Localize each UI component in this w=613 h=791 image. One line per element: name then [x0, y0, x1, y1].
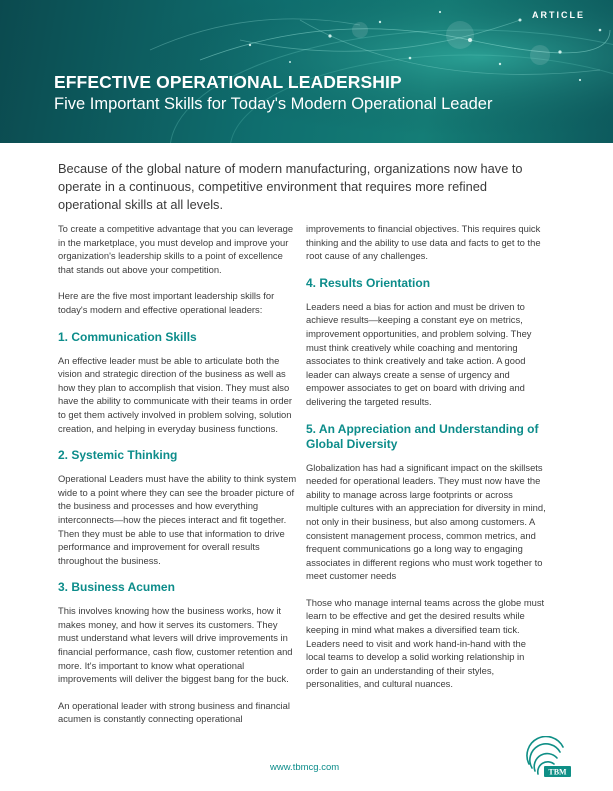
- body-paragraph: Those who manage internal teams across the globe must learn to be effective and get the desired results while keeping in mind what makes a diversified team tick. Leaders need to visit and work hand-in-hand with the local teams to develop a solid working relationship in order to gain an understanding of their styles, personalities, and cultural nuances.: [306, 596, 545, 690]
- section-heading: 3. Business Acumen: [58, 580, 175, 595]
- section-heading: 5. An Appreciation and Understanding of Global Diversity: [306, 421, 539, 451]
- body-paragraph: Here are the five most important leadership skills for today's modern and effective operational leaders:: [58, 290, 275, 315]
- header-banner: [0, 0, 613, 143]
- article-tag: ARTICLE: [532, 10, 585, 20]
- page-title: EFFECTIVE OPERATIONAL LEADERSHIP: [54, 72, 402, 92]
- body-paragraph: Operational Leaders must have the ability to think system wide to a point where they can see the broader picture of the business and processes and how everything interconnects—how the pieces interact and fit together. Then they must be able to use that information to drive performance and improvement for overall results throughout the business.: [58, 473, 297, 566]
- body-paragraph: This involves knowing how the business works, how it makes money, and how it serves its customers. They must understand what levers will drive improvements in financial performance, cash flow, customer retention and more. It's important to know what operational improvements will deliver the biggest bang for the buck.: [58, 605, 293, 685]
- section-heading: 1. Communication Skills: [58, 329, 197, 344]
- body-paragraph: Globalization has had a significant impact on the skillsets needed for operational leaders. They must now have the ability to manage across large footprints or across multiple cultures with an appreciation for diversity in mind, not only in their business, but also among customers. A consistent management process, common metrics, and frequent communications go a long way to engaging associates in different regions who must work together to meet customer needs: [306, 461, 546, 582]
- website-link[interactable]: www.tbmcg.com: [270, 762, 340, 773]
- body-paragraph: improvements to financial objectives. This requires quick thinking and the ability to use data and facts to get to the root cause of any challenges.: [306, 223, 541, 262]
- body-paragraph: An effective leader must be able to articulate both the vision and strategic direction of the business as well as how they plan to accomplish that vision. They must also have the ability to communicate with their teams in order to get them actively involved in problem solving, solution creation, and helping in everyday business functions.: [58, 354, 292, 434]
- left-column: [58, 222, 298, 739]
- page-subtitle: Five Important Skills for Today's Modern Operational Leader: [54, 95, 493, 113]
- body-paragraph: Leaders need a bias for action and must be driven to achieve results—keeping a constant eye on metrics, improvement opportunities, and problem solving. They must think creatively while coaching and mentoring associates to think creatively and take action. A good leader can always create a sense of urgency and empower associates to get on board with driving and delivering the targeted results.: [306, 300, 532, 407]
- body-paragraph: An operational leader with strong business and financial acumen is constantly connecting operational: [58, 699, 290, 725]
- right-column: [306, 222, 546, 704]
- tbm-logo: [518, 736, 574, 786]
- body-paragraph: To create a competitive advantage that you can leverage in the marketplace, you must develop and improve your organization's leadership skills to a point of excellence that stands out above your competition.: [58, 223, 294, 275]
- section-heading: 2. Systemic Thinking: [58, 448, 178, 463]
- section-heading: 4. Results Orientation: [306, 275, 431, 290]
- logo-text: TBM: [548, 767, 567, 777]
- intro-paragraph: Because of the global nature of modern manufacturing, organizations now have to operate in a continuous, competitive environment that requires more refined operational skills at all levels.: [58, 161, 523, 212]
